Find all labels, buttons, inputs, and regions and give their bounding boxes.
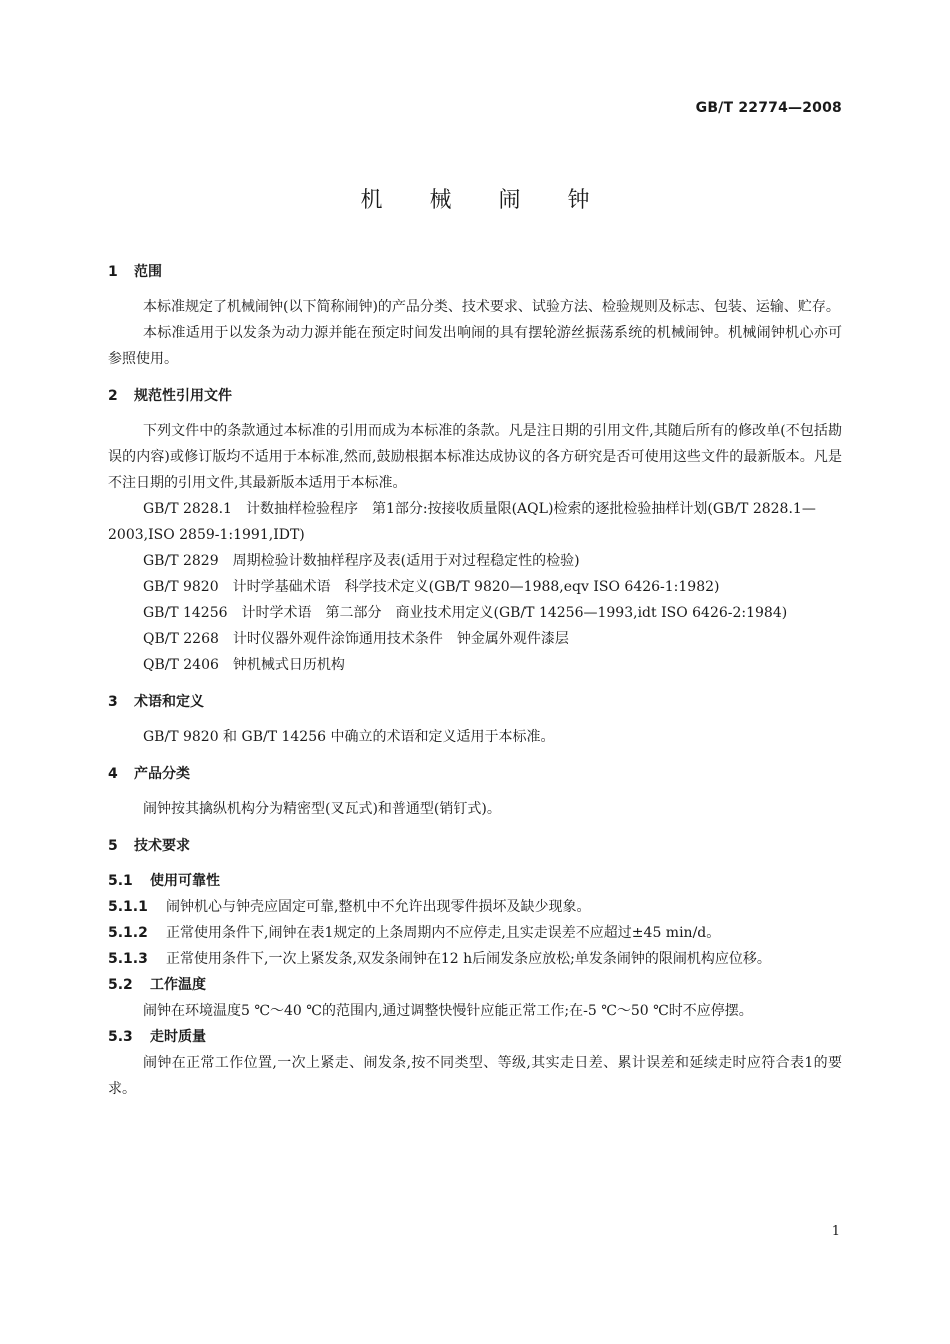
clause-item xyxy=(108,894,842,920)
section-number: 3 xyxy=(108,694,118,710)
clause-number: 5.1.3 xyxy=(108,951,148,967)
paragraph: 下列文件中的条款通过本标准的引用而成为本标准的条款。凡是注日期的引用文件,其随后所有的修改单(不包括勘误的内容)或修订版均不适用于本标准,然而,鼓励根据本标准达成协议的各方研究是否可使用这些文件的最新版本。凡是不注日期的引用文件,其最新版本适用于本标准。 xyxy=(108,423,842,491)
clause-item xyxy=(108,946,842,972)
section-number: 1 xyxy=(108,264,118,280)
paragraph: 闹钟按其擒纵机构分为精密型(叉瓦式)和普通型(销钉式)。 xyxy=(143,801,501,817)
section-title: 技术要求 xyxy=(134,838,190,854)
reference-item xyxy=(108,600,842,626)
clause-text: 正常使用条件下,闹钟在表1规定的上条周期内不应停走,且实走误差不应超过±45 min/d。 xyxy=(166,925,721,941)
standard-code: GB/T 22774—2008 xyxy=(695,100,842,116)
reference-item xyxy=(108,626,842,652)
section-number: 4 xyxy=(108,766,118,782)
paragraph: 闹钟在环境温度5 ℃～40 ℃的范围内,通过调整快慢针应能正常工作;在-5 ℃～50 ℃时不应停摆。 xyxy=(143,1003,753,1019)
reference-item xyxy=(108,652,842,678)
section-number: 2 xyxy=(108,388,118,404)
section-title: 规范性引用文件 xyxy=(134,388,232,404)
section-2-heading xyxy=(108,382,842,410)
section-1-heading xyxy=(108,258,842,286)
document-body xyxy=(108,258,842,1102)
reference-text: 计时学术语 第二部分 商业技术用定义(GB/T 14256—1993,idt ISO 6426-2:1984) xyxy=(241,605,788,621)
reference-text: 计时学基础术语 科学技术定义(GB/T 9820—1988,eqv ISO 6426-1:1982) xyxy=(232,579,720,595)
reference-code: GB/T 9820 xyxy=(143,579,219,595)
paragraph: GB/T 9820 和 GB/T 14256 中确立的术语和定义适用于本标准。 xyxy=(143,729,555,745)
section-5-heading xyxy=(108,832,842,860)
reference-text: 计数抽样检验程序 第1部分:按接收质量限(AQL)检索的逐批检验抽样计划(GB/T 2828.1—2003,ISO 2859-1:1991,IDT) xyxy=(108,501,816,543)
paragraph: 本标准规定了机械闹钟(以下简称闹钟)的产品分类、技术要求、试验方法、检验规则及标志、包装、运输、贮存。 xyxy=(143,299,840,315)
reference-item xyxy=(108,574,842,600)
section-number: 5 xyxy=(108,838,118,854)
reference-text: 计时仪器外观件涂饰通用技术条件 钟金属外观件漆层 xyxy=(232,631,569,647)
subsection-title: 走时质量 xyxy=(150,1029,206,1045)
subsection-title: 工作温度 xyxy=(150,977,206,993)
subsection-number: 5.3 xyxy=(108,1029,133,1045)
clause-text: 正常使用条件下,一次上紧发条,双发条闹钟在12 h后闹发条应放松;单发条闹钟的限闹机构应位移。 xyxy=(166,951,771,967)
section-4-heading xyxy=(108,760,842,788)
subsection-title: 使用可靠性 xyxy=(150,873,220,889)
paragraph: 本标准适用于以发条为动力源并能在预定时间发出响闹的具有摆轮游丝振荡系统的机械闹钟。机械闹钟机心亦可参照使用。 xyxy=(108,325,842,367)
page-number: 1 xyxy=(831,1224,840,1239)
subsection-5-1-heading xyxy=(108,868,842,894)
clause-number: 5.1.1 xyxy=(108,899,148,915)
reference-code: GB/T 2828.1 xyxy=(143,501,232,517)
subsection-5-3-heading xyxy=(108,1024,842,1050)
paragraph: 闹钟在正常工作位置,一次上紧走、闹发条,按不同类型、等级,其实走日差、累计误差和延续走时应符合表1的要求。 xyxy=(108,1055,842,1097)
subsection-5-2-heading xyxy=(108,972,842,998)
section-title: 范围 xyxy=(134,264,162,280)
section-title: 术语和定义 xyxy=(134,694,204,710)
reference-code: GB/T 2829 xyxy=(143,553,219,569)
subsection-number: 5.2 xyxy=(108,977,133,993)
reference-code: GB/T 14256 xyxy=(143,605,228,621)
reference-code: QB/T 2268 xyxy=(143,631,219,647)
reference-item xyxy=(108,548,842,574)
reference-text: 钟机械式日历机构 xyxy=(232,657,345,673)
reference-code: QB/T 2406 xyxy=(143,657,219,673)
reference-text: 周期检验计数抽样程序及表(适用于对过程稳定性的检验) xyxy=(232,553,580,569)
clause-number: 5.1.2 xyxy=(108,925,148,941)
reference-item xyxy=(108,496,842,548)
section-title: 产品分类 xyxy=(134,766,190,782)
clause-item xyxy=(108,920,842,946)
subsection-number: 5.1 xyxy=(108,873,133,889)
section-3-heading xyxy=(108,688,842,716)
clause-text: 闹钟机心与钟壳应固定可靠,整机中不允许出现零件损坏及缺少现象。 xyxy=(166,899,591,915)
document-title: 机 械 闹 钟 xyxy=(360,188,610,213)
